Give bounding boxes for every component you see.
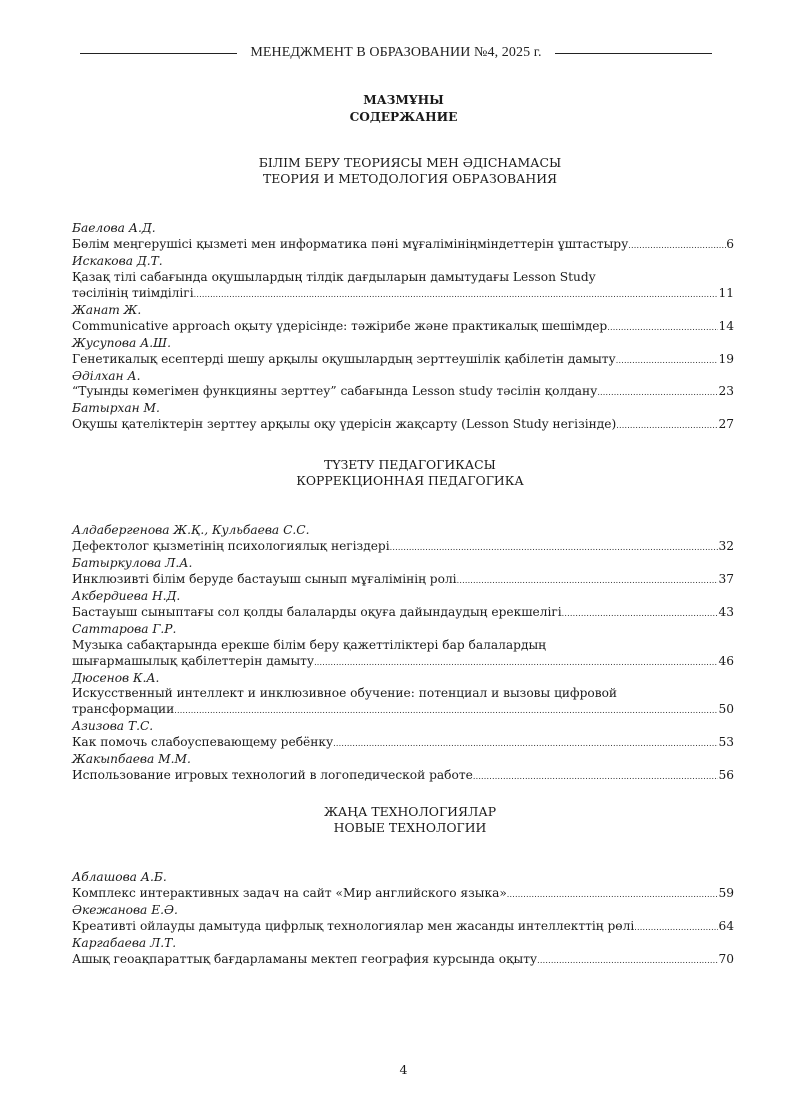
entry-title-line — [72, 735, 734, 752]
entry-title: Communicative approach оқыту үдерісінде: тәжірибе және практикалық шешімдер — [72, 318, 608, 333]
entry-title-line — [72, 605, 734, 622]
entry-title-line — [72, 384, 734, 401]
toc-entry[interactable] — [72, 254, 734, 303]
dot-leader — [634, 920, 718, 936]
entry-title-first-line: Қазақ тілі сабағында оқушылардың тілдік дағдыларын дамытудағы Lesson Study — [72, 270, 596, 285]
toc-entry[interactable] — [72, 936, 734, 969]
entry-page-number: 43 — [718, 604, 734, 619]
entry-title-first-line: Музыка сабақтарында ерекше білім беру қажеттіліктері бар балалардың — [72, 637, 546, 652]
toc-entry[interactable] — [72, 719, 734, 752]
toc-entry[interactable] — [72, 369, 734, 402]
entry-author: Жанат Ж. — [72, 302, 142, 317]
entry-title-line — [72, 919, 734, 936]
section-heading — [86, 155, 734, 187]
section-heading — [86, 457, 734, 489]
entry-title: трансформации — [72, 702, 175, 717]
toc-section — [72, 804, 734, 969]
section-entries — [72, 523, 734, 785]
section-entries — [72, 870, 734, 968]
section-heading-ru: НОВЫЕ ТЕХНОЛОГИИ — [333, 820, 487, 836]
dot-leader — [616, 353, 719, 369]
contents-title-ru: СОДЕРЖАНИЕ — [349, 109, 458, 124]
entry-title-line — [72, 654, 734, 671]
entry-author: Алдабергенова Ж.Қ., Кульбаева С.С. — [72, 523, 310, 538]
entry-title: “Туынды көмегімен функцияны зерттеу” сабағында Lesson study тәсілін қолдану — [72, 384, 598, 399]
entry-page-number: 64 — [718, 919, 734, 934]
entry-title-line — [72, 539, 734, 556]
toc-section — [72, 457, 734, 785]
dot-leader — [597, 385, 718, 401]
entry-author: Аблашова А.Б. — [72, 870, 167, 885]
entry-author: Әкежанова Е.Ә. — [72, 903, 178, 918]
entry-author: Азизова Т.С. — [72, 719, 154, 734]
header-rule-right — [555, 53, 712, 54]
entry-page-number: 53 — [718, 735, 734, 750]
toc-entry[interactable] — [72, 523, 734, 556]
entry-author: Жусупова А.Ш. — [72, 335, 171, 350]
dot-leader — [194, 287, 719, 303]
toc-entry[interactable] — [72, 221, 734, 254]
entry-author: Жакыпбаева М.М. — [72, 752, 191, 767]
entry-author: Батырхан М. — [72, 401, 160, 416]
entry-title-line — [72, 286, 734, 303]
entry-page-number: 27 — [718, 417, 734, 432]
entry-title-line — [72, 352, 734, 369]
entry-title-line — [72, 237, 734, 254]
entry-title-line — [72, 417, 734, 434]
dot-leader — [314, 655, 718, 671]
dot-leader — [174, 703, 718, 719]
section-heading-ru: КОРРЕКЦИОННАЯ ПЕДАГОГИКА — [296, 473, 524, 489]
toc-entry[interactable] — [72, 401, 734, 434]
toc-entry[interactable] — [72, 303, 734, 336]
entry-title: Бастауыш сыныптағы сол қолды балаларды оқуға дайындаудың ерекшелігі — [72, 604, 562, 619]
section-heading-ru: ТЕОРИЯ И МЕТОДОЛОГИЯ ОБРАЗОВАНИЯ — [262, 171, 558, 187]
dot-leader — [507, 887, 719, 903]
entry-title-line — [72, 319, 734, 336]
entry-page-number: 50 — [718, 702, 734, 717]
entry-page-number: 46 — [718, 653, 734, 668]
dot-leader — [562, 606, 719, 622]
toc-entry[interactable] — [72, 903, 734, 936]
toc-entry[interactable] — [72, 622, 734, 671]
entry-page-number: 6 — [726, 237, 734, 252]
entry-title: Бөлім меңгерушісі қызметі мен информатика пәні мұғалімініңміндеттерін ұштастыру — [72, 237, 629, 252]
entry-title: Инклюзивті білім беруде бастауыш сынып мұғалімінің ролі — [72, 572, 457, 587]
entry-title: Ашық геоақпараттық бағдарламаны мектеп география курсында оқыту — [72, 951, 538, 966]
entry-author: Саттарова Г.Р. — [72, 621, 177, 636]
entry-author: Искакова Д.Т. — [72, 254, 163, 269]
dot-leader — [473, 769, 719, 785]
dot-leader — [607, 320, 718, 336]
running-header — [80, 43, 712, 63]
dot-leader — [616, 418, 718, 434]
toc-entry[interactable] — [72, 336, 734, 369]
entry-author: Акбердиева Н.Д. — [72, 589, 181, 604]
entry-title-first-line: Искусственный интеллект и инклюзивное обучение: потенциал и вызовы цифровой — [72, 686, 618, 701]
entry-title-line — [72, 952, 734, 969]
entry-title-line — [72, 768, 734, 785]
journal-title: МЕНЕДЖМЕНТ В ОБРАЗОВАНИИ №4, 2025 г. — [250, 45, 542, 60]
toc-entry[interactable] — [72, 752, 734, 785]
header-rule-left — [80, 53, 237, 54]
contents-title-kz: МАЗМҰНЫ — [363, 93, 444, 107]
entry-page-number: 19 — [718, 351, 734, 366]
entry-title-line — [72, 572, 734, 589]
page-number: 4 — [399, 1062, 408, 1077]
toc-entry[interactable] — [72, 671, 734, 720]
dot-leader — [457, 573, 719, 589]
dot-leader — [333, 736, 718, 752]
entry-title: Креативті ойлауды дамытуда цифрлық технологиялар мен жасанды интеллекттің рөлі — [72, 919, 635, 934]
entry-title: Как помочь слабоуспевающему ребёнку — [72, 735, 334, 750]
dot-leader — [537, 953, 718, 969]
section-heading-kz: ЖАҢА ТЕХНОЛОГИЯЛАР — [323, 804, 497, 819]
contents-title — [0, 92, 793, 125]
entry-page-number: 32 — [718, 539, 734, 554]
entry-page-number: 11 — [718, 286, 734, 301]
entry-page-number: 59 — [718, 886, 734, 901]
dot-leader — [390, 540, 719, 556]
entry-author: Каргабаева Л.Т. — [72, 936, 177, 951]
toc-section — [72, 155, 734, 434]
entry-title-line — [72, 886, 734, 903]
entry-title: Дефектолог қызметінің психологиялық негіздері — [72, 539, 390, 554]
section-heading — [86, 804, 734, 836]
entry-title: Генетикалық есептерді шешу арқылы оқушылардың зерттеушілік қабілетін дамыту — [72, 351, 616, 366]
entry-author: Баелова А.Д. — [72, 221, 156, 236]
toc-entry[interactable] — [72, 589, 734, 622]
entry-author: Әділхан А. — [72, 368, 141, 383]
entry-page-number: 56 — [718, 768, 734, 782]
entry-page-number: 23 — [718, 384, 734, 399]
entry-page-number: 37 — [718, 572, 734, 587]
entry-page-number: 14 — [718, 318, 734, 333]
section-entries — [72, 221, 734, 434]
entry-title: шығармашылық қабілеттерін дамыту — [72, 653, 315, 668]
entry-title: Комплекс интерактивных задач на сайт «Мир английского языка» — [72, 886, 507, 901]
section-heading-kz: БІЛІМ БЕРУ ТЕОРИЯСЫ МЕН ӘДІСНАМАСЫ — [258, 155, 562, 170]
toc-entry[interactable] — [72, 556, 734, 589]
section-heading-kz: ТҮЗЕТУ ПЕДАГОГИКАСЫ — [324, 457, 496, 472]
entry-title: Оқушы қателіктерін зерттеу арқылы оқу үдерісін жақсарту (Lesson Study негізінде) — [72, 417, 617, 432]
entry-title: Использование игровых технологий в логопедической работе — [72, 768, 473, 782]
entry-title: тәсілінің тиімділігі — [72, 286, 194, 301]
toc-entry[interactable] — [72, 870, 734, 903]
entry-author: Дюсенов К.А. — [72, 670, 160, 685]
dot-leader — [628, 238, 726, 254]
entry-title-line — [72, 702, 734, 719]
entry-author: Батыркулова Л.А. — [72, 556, 193, 571]
entry-page-number: 70 — [718, 951, 734, 966]
